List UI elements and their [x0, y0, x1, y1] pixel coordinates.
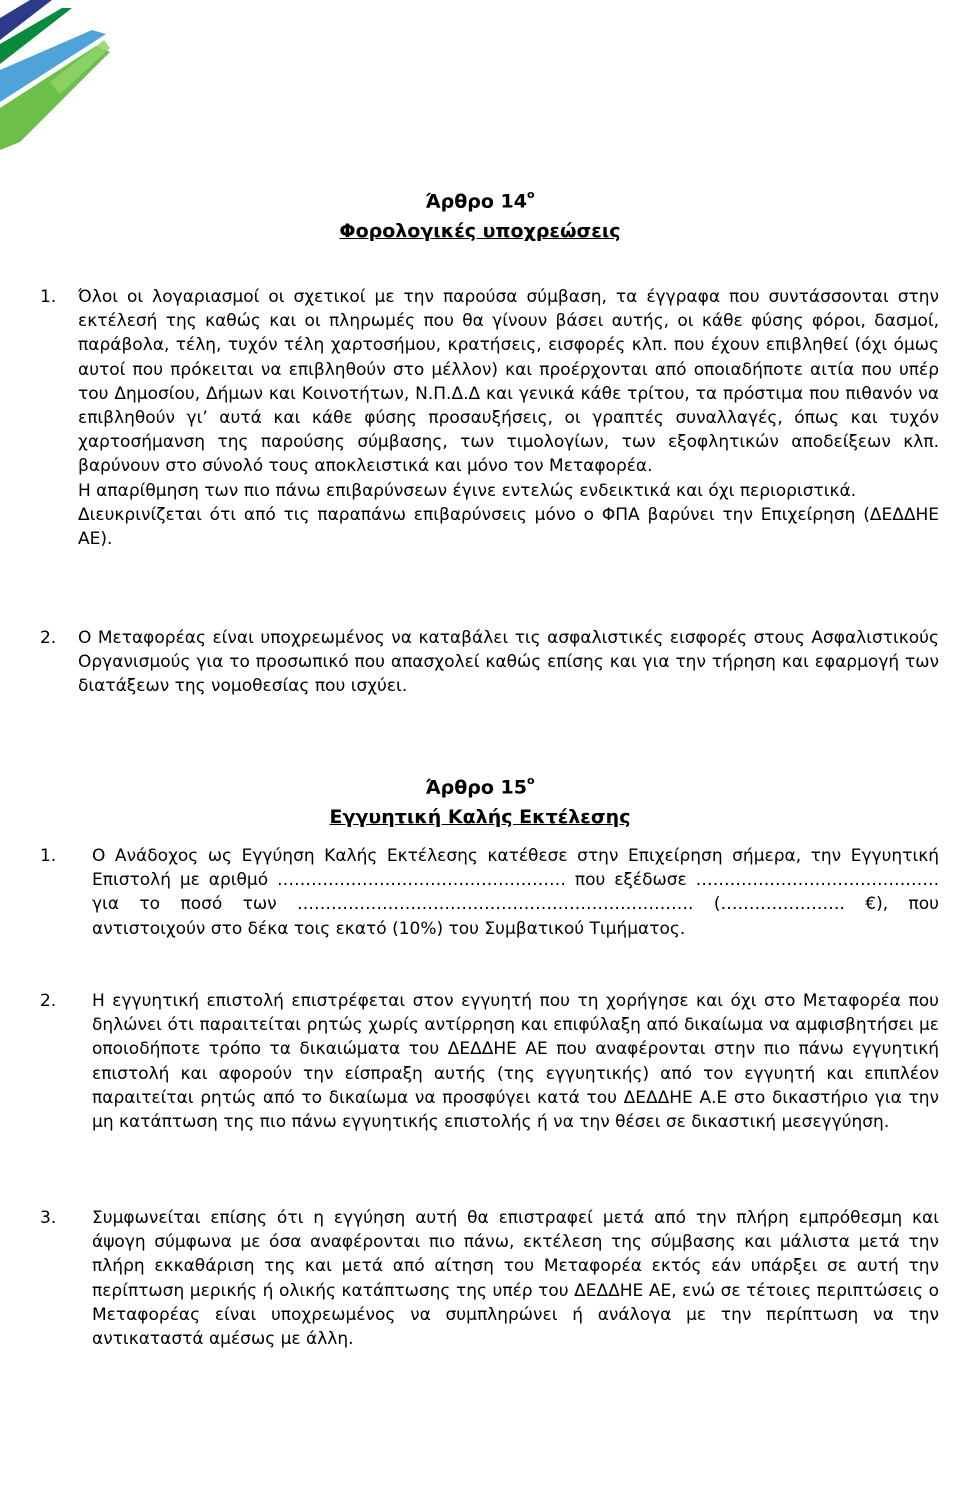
article-14-subtitle: Φορολογικές υποχρεώσεις: [339, 220, 621, 243]
clause-number: 1.: [40, 287, 57, 307]
clause-body: [92, 989, 939, 1134]
clause-body: [92, 1206, 939, 1351]
clause-body: [92, 844, 939, 941]
clause-number: 2.: [40, 628, 57, 648]
clause-number: 3.: [40, 1208, 57, 1228]
clause-number: 2.: [40, 991, 57, 1011]
clause-body: [78, 285, 939, 551]
clause-paragraph: Ο Μεταφορέας είναι υποχρεωμένος να καταβάλει τις ασφαλιστικές εισφορές στους Ασφαλιστικούς Οργανισμούς για το προσωπικό που απασχολεί καθώς επίσης και για την τήρηση και εφαρμογή των διατάξεων της νομοθεσίας που ισχύει.: [78, 628, 939, 697]
article-15-subtitle: Εγγυητική Καλής Εκτέλεσης: [329, 806, 631, 829]
article-14-title: Άρθρο $14^o$: [425, 188, 535, 213]
clause-number: 1.: [40, 846, 57, 866]
clause-paragraph: Διευκρινίζεται ότι από τις παραπάνω επιβαρύνσεις μόνο ο ΦΠΑ βαρύνει την Επιχείρηση (ΔΕΔΔΗΕ ΑΕ).: [78, 504, 939, 550]
clause-body: [78, 626, 939, 699]
clause-paragraph: Η εγγυητική επιστολή επιστρέφεται στον εγγυητή που τη χορήγησε και όχι στο Μεταφορέα που δηλώνει ότι παραιτείται ρητώς χωρίς αντίρρηση και επιφύλαξη από δικαίωμα να αμφισβητήσει με οποιοδήποτε τρόπο τα δικαιώματα του ΔΕΔΔΗΕ ΑΕ που αναφέρονται στην πιο πάνω εγγυητική επιστολή και αφορούν την είσπραξη αυτής (της εγγυητικής) από τον εγγυητή και επιπλέον παραιτείται ρητώς από το δικαίωμα να προσφύγει κατά του ΔΕΔΔΗΕ Α.Ε στο δικαστήριο για την μη κατάπτωση της πιο πάνω εγγυητικής επιστολής ή να την θέσει σε δικαστική μεσεγγύηση.: [92, 991, 939, 1133]
clause-paragraph: Συμφωνείται επίσης ότι η εγγύηση αυτή θα επιστραφεί μετά από την πλήρη εμπρόθεσμη και άψογη σύμφωνα με όσα αναφέρονται πιο πάνω, εκτέλεση της σύμβασης και μάλιστα μετά την πλήρη εκκαθάριση της και μετά από αίτηση του Μεταφορέα εκτός εάν υπάρξει σε αυτή την περίπτωση μερικής ή ολικής κατάπτωσης της υπέρ του ΔΕΔΔΗΕ ΑΕ, ενώ σε τέτοιες περιπτώσεις ο Μεταφορέας είναι υποχρεωμένος να συμπληρώνει ή ανάλογα με την περίπτωση να την αντικαταστά αμέσως με άλλη.: [92, 1208, 939, 1350]
clause-paragraph: Όλοι οι λογαριασμοί οι σχετικοί με την παρούσα σύμβαση, τα έγγραφα που συντάσσονται στην εκτέλεσή της καθώς και οι πληρωμές που θα γίνουν βάσει αυτής, οι κάθε φύσης φόροι, δασμοί, παράβολα, τέλη, τυχόν τέλη χαρτοσήμου, κρατήσεις, εισφορές κλπ. που έχουν επιβληθεί (όχι όμως αυτοί που πρόκειται να επιβληθούν στο μέλλον) και προέρχονται από οποιαδήποτε αιτία που υπέρ του Δημοσίου, Δήμων και Κοινοτήτων, Ν.Π.Δ.Δ και γενικά κάθε τρίτου, τα πρόστιμα που πιθανόν να επιβληθούν γι’ αυτά και κάθε φύσης προσαυξήσεις, οι γραπτές συναλλαγές, όπως και τυχόν χαρτοσήμανση της παρούσης σύμβασης, των τιμολογίων, των εξοφλητικών αποδείξεων κλπ. βαρύνουν στο σύνολό τους αποκλειστικά και μόνο τον Μεταφορέα.: [78, 287, 939, 477]
article-14-heading: [0, 182, 960, 246]
article-15-heading: [0, 768, 960, 832]
article-15-title: Άρθρο $15^o$: [425, 774, 535, 799]
clause-paragraph: Ο Ανάδοχος ως Εγγύηση Καλής Εκτέλεσης κατέθεσε στην Επιχείρηση σήμερα, την Εγγυητική Επιστολή με αριθμό …………………………………………… που εξέδωσε ……………………………………. για το ποσό των ……………………………………………………………. (…………………. €), που αντιστοιχούν στο δέκα τοις εκατό (10%) του Συμβατικού Τιμήματος.: [92, 846, 939, 939]
brand-logo: [0, 0, 112, 150]
clause-paragraph: Η απαρίθμηση των πιο πάνω επιβαρύνσεων έγινε εντελώς ενδεικτικά και όχι περιοριστικά.: [78, 480, 857, 501]
